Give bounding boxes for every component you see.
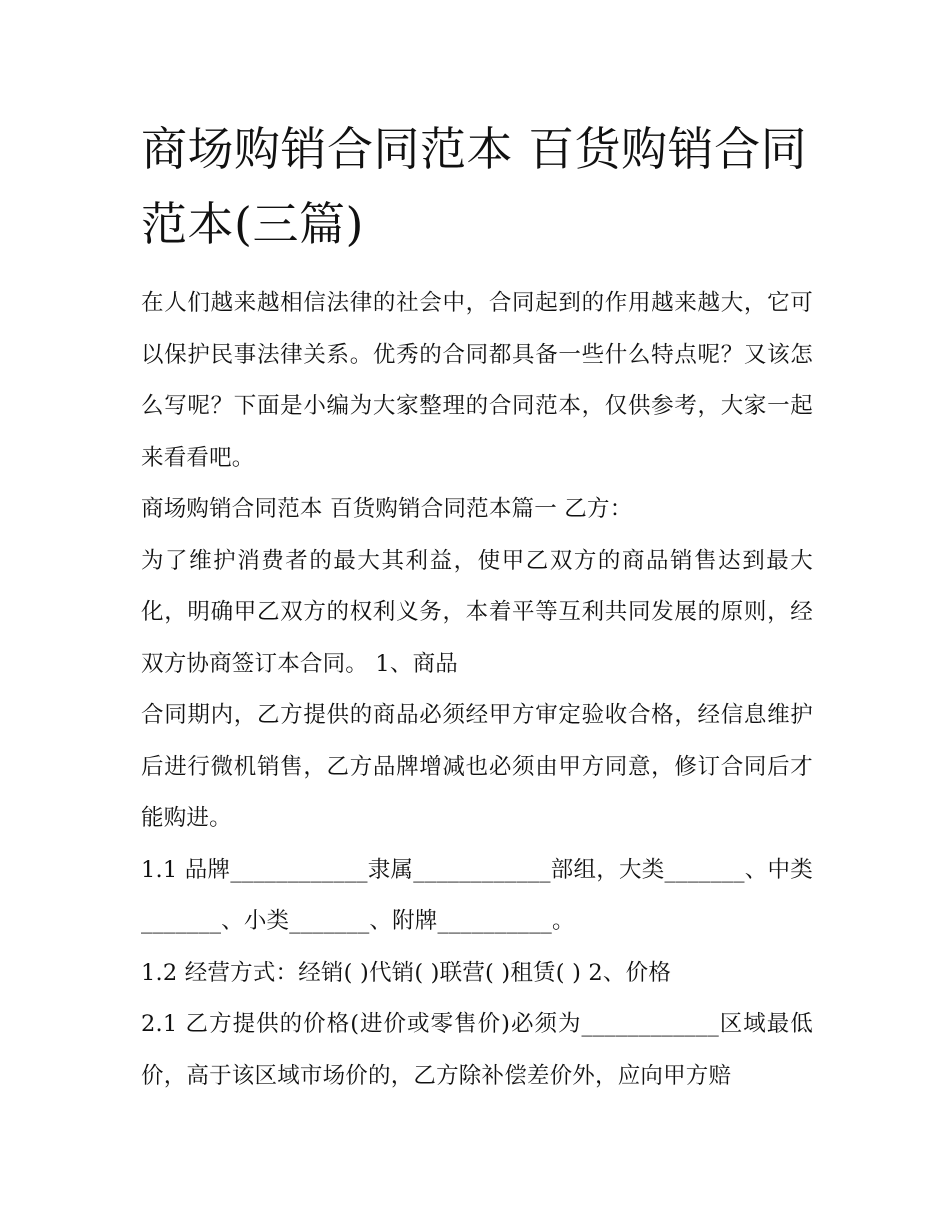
document-page: [141, 112, 813, 1102]
document-title: 商场购销合同范本 百货购销合同范本(三篇): [141, 122, 808, 251]
intro-paragraph: 在人们越来越相信法律的社会中，合同起到的作用越来越大，它可以保护民事法律关系。优秀的合同都具备一些什么特点呢？又该怎么写呢？下面是小编为大家整理的合同范本，仅供参考，大家一起来看看吧。: [141, 290, 813, 471]
clause-1-2: 1.2 经营方式：经销( )代销( )联营( )租赁( ) 2、价格: [141, 959, 672, 986]
section-heading: 商场购销合同范本 百货购销合同范本篇一 乙方：: [141, 496, 633, 522]
goods-paragraph: 合同期内，乙方提供的商品必须经甲方审定验收合格，经信息维护后进行微机销售，乙方品牌增减也必须由甲方同意，修订合同后才能购进。: [141, 702, 813, 831]
clause-1-1: 1.1 品牌____________隶属____________部组，大类_______、中类_______、小类_______、附牌__________。: [141, 856, 813, 934]
purpose-paragraph: 为了维护消费者的最大其利益，使甲乙双方的商品销售达到最大化，明确甲乙双方的权利义务，本着平等互利共同发展的原则，经双方协商签订本合同。 1、商品: [141, 547, 813, 677]
clause-2-1: 2.1 乙方提供的价格(进价或零售价)必须为____________区域最低价，高于该区域市场价的，乙方除补偿差价外，应向甲方赔: [141, 1011, 813, 1089]
